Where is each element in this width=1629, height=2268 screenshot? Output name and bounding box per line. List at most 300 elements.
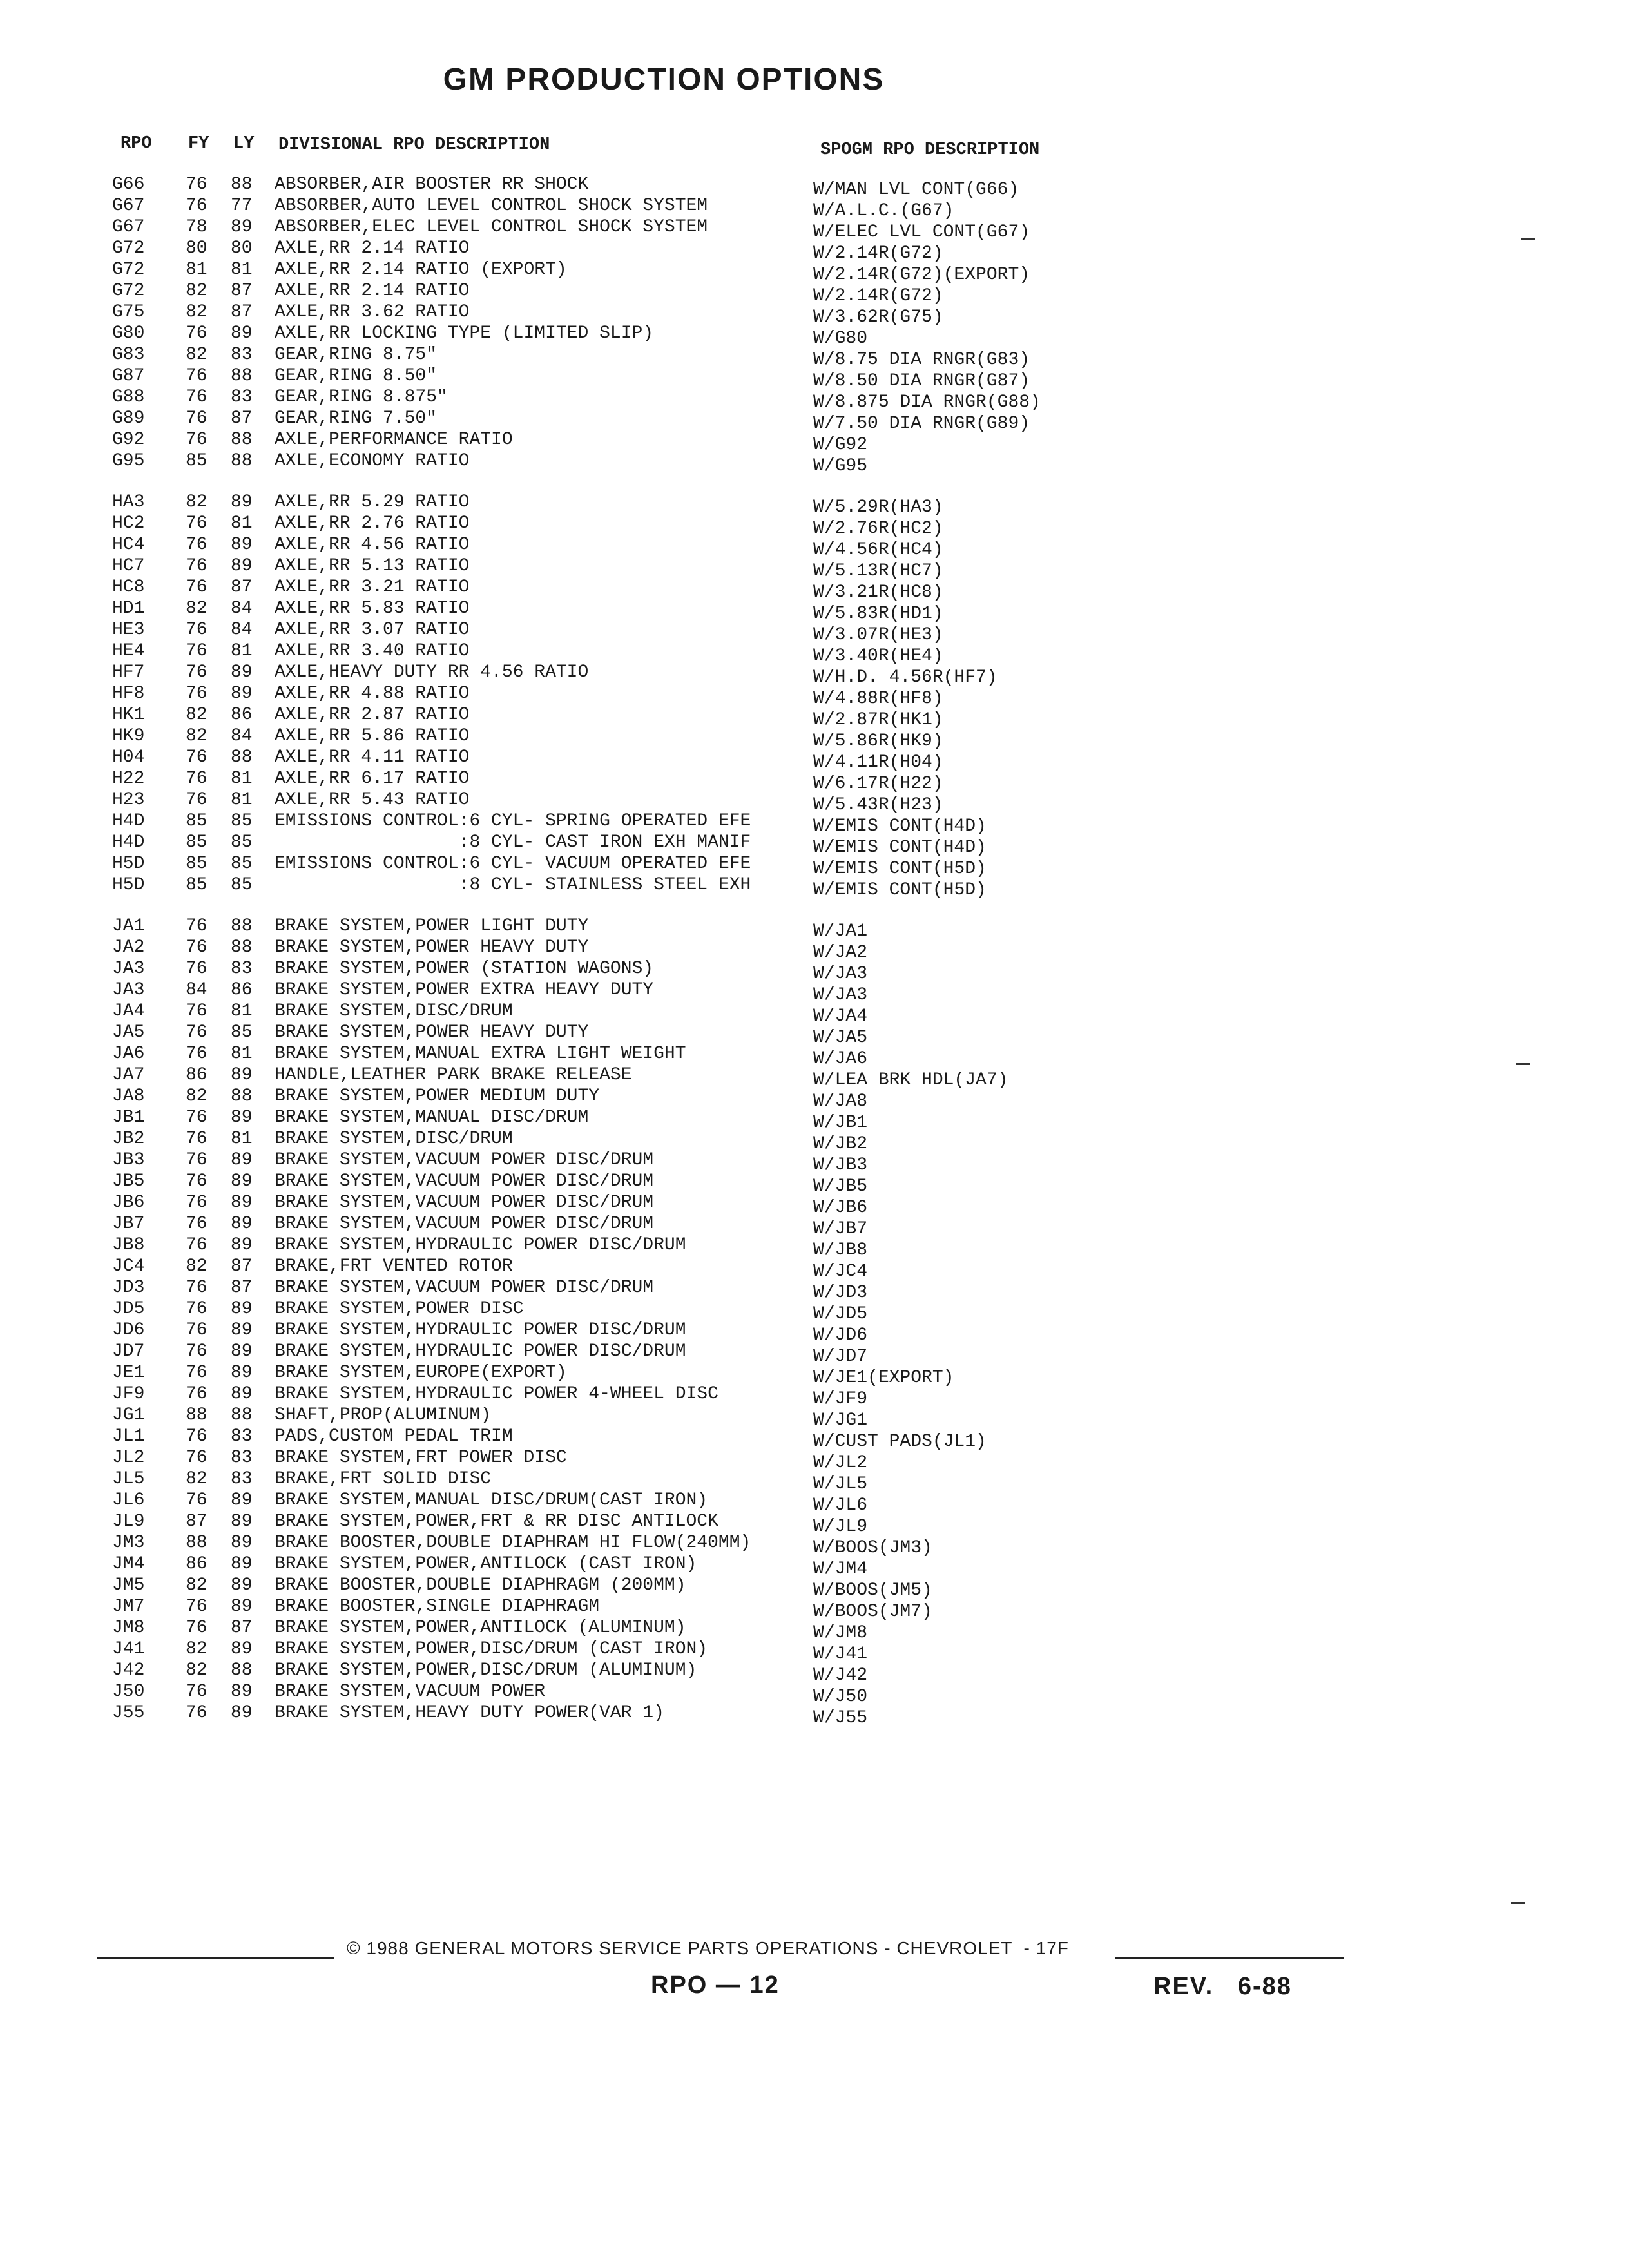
- rpo-code: JA6: [112, 1044, 145, 1064]
- rpo-code: G66: [112, 175, 145, 195]
- rpo-code: JL1: [112, 1427, 145, 1446]
- table-row: [0, 555, 1629, 581]
- rpo-code: JL6: [112, 1490, 145, 1510]
- last-year: 81: [231, 769, 253, 789]
- first-year: 81: [186, 260, 207, 280]
- first-year: 82: [186, 1469, 207, 1489]
- rpo-code: JL5: [112, 1469, 145, 1489]
- last-year: 83: [231, 345, 253, 365]
- rpo-code: JD3: [112, 1278, 145, 1298]
- first-year: 86: [186, 1554, 207, 1574]
- first-year: 76: [186, 662, 207, 682]
- rpo-code: J42: [112, 1660, 145, 1680]
- spogm-description: W/JB6: [813, 1198, 868, 1218]
- last-year: 83: [231, 387, 253, 407]
- rpo-code: H04: [112, 747, 145, 767]
- divisional-description: BRAKE SYSTEM,HYDRAULIC POWER DISC/DRUM: [275, 1320, 686, 1340]
- rpo-code: J55: [112, 1703, 145, 1723]
- last-year: 89: [231, 1214, 253, 1234]
- table-row: [0, 1617, 1629, 1643]
- table-row: [0, 387, 1629, 412]
- spogm-description: W/JC4: [813, 1262, 868, 1282]
- divisional-description: AXLE,HEAVY DUTY RR 4.56 RATIO: [275, 662, 589, 682]
- table-row: [0, 1213, 1629, 1239]
- last-year: 87: [231, 302, 253, 322]
- spogm-description: W/JF9: [813, 1389, 868, 1409]
- last-year: 88: [231, 1405, 253, 1425]
- first-year: 76: [186, 916, 207, 936]
- table-row: [0, 1702, 1629, 1728]
- rpo-code: G67: [112, 217, 145, 237]
- divisional-description: BRAKE SYSTEM,HYDRAULIC POWER DISC/DRUM: [275, 1341, 686, 1361]
- first-year: 76: [186, 1171, 207, 1191]
- divisional-description: BRAKE SYSTEM,VACUUM POWER: [275, 1682, 546, 1702]
- table-row: [0, 1064, 1629, 1090]
- divisional-description: AXLE,RR 5.29 RATIO: [275, 492, 470, 512]
- table-row: [0, 1001, 1629, 1026]
- last-year: 89: [231, 1682, 253, 1702]
- first-year: 76: [186, 1235, 207, 1255]
- divisional-description: BRAKE SYSTEM,EUROPE(EXPORT): [275, 1363, 567, 1383]
- last-year: 89: [231, 492, 253, 512]
- table-row: [0, 174, 1629, 200]
- first-year: 76: [186, 1023, 207, 1043]
- spogm-description: W/3.40R(HE4): [813, 646, 943, 666]
- margin-mark: [1511, 1902, 1525, 1904]
- divisional-description: BRAKE SYSTEM,POWER EXTRA HEAVY DUTY: [275, 980, 654, 1000]
- divisional-description: BRAKE SYSTEM,HYDRAULIC POWER 4-WHEEL DISC: [275, 1384, 718, 1404]
- options-table: [0, 174, 1629, 1744]
- spogm-description: W/EMIS CONT(H5D): [813, 859, 987, 879]
- spogm-description: W/G80: [813, 329, 868, 349]
- rpo-code: JB3: [112, 1150, 145, 1170]
- first-year: 76: [186, 1448, 207, 1468]
- rpo-code: JE1: [112, 1363, 145, 1383]
- rpo-code: H4D: [112, 811, 145, 831]
- last-year: 89: [231, 1533, 253, 1553]
- divisional-description: BRAKE SYSTEM,POWER LIGHT DUTY: [275, 916, 589, 936]
- spogm-description: W/BOOS(JM7): [813, 1602, 932, 1622]
- table-row: [0, 789, 1629, 815]
- divisional-description: BRAKE SYSTEM,POWER HEAVY DUTY: [275, 1023, 589, 1043]
- rpo-code: JA8: [112, 1086, 145, 1106]
- spogm-description: W/JA4: [813, 1006, 868, 1026]
- divisional-description: BRAKE SYSTEM,VACUUM POWER DISC/DRUM: [275, 1150, 654, 1170]
- first-year: 87: [186, 1512, 207, 1532]
- table-row: [0, 1298, 1629, 1324]
- table-row: [0, 302, 1629, 327]
- divisional-description: BRAKE SYSTEM,DISC/DRUM: [275, 1129, 513, 1149]
- first-year: 76: [186, 1299, 207, 1319]
- last-year: 88: [231, 175, 253, 195]
- table-row: [0, 1043, 1629, 1069]
- rpo-code: JB1: [112, 1108, 145, 1128]
- divisional-description: AXLE,RR 5.83 RATIO: [275, 599, 470, 619]
- rpo-code: JL2: [112, 1448, 145, 1468]
- revision-label: REV. 6-88: [1153, 1973, 1292, 2000]
- last-year: 89: [231, 1150, 253, 1170]
- rpo-code: JA4: [112, 1001, 145, 1021]
- first-year: 76: [186, 577, 207, 597]
- spogm-description: W/2.76R(HC2): [813, 519, 943, 539]
- divisional-description: ABSORBER,AUTO LEVEL CONTROL SHOCK SYSTEM: [275, 196, 708, 216]
- table-row: [0, 598, 1629, 624]
- rpo-code: HF7: [112, 662, 145, 682]
- last-year: 83: [231, 1448, 253, 1468]
- divisional-description: AXLE,RR 2.14 RATIO: [275, 281, 470, 301]
- last-year: 88: [231, 430, 253, 450]
- last-year: 86: [231, 980, 253, 1000]
- table-row: [0, 323, 1629, 349]
- last-year: 83: [231, 1469, 253, 1489]
- last-year: 80: [231, 238, 253, 258]
- spogm-description: W/2.14R(G72): [813, 286, 943, 306]
- table-row: [0, 1320, 1629, 1345]
- spogm-description: W/5.43R(H23): [813, 795, 943, 815]
- table-row: [0, 1086, 1629, 1111]
- spogm-description: W/3.07R(HE3): [813, 625, 943, 645]
- spogm-description: W/JL6: [813, 1495, 868, 1515]
- last-year: 89: [231, 1703, 253, 1723]
- spogm-description: W/4.11R(H04): [813, 753, 943, 773]
- first-year: 82: [186, 281, 207, 301]
- last-year: 89: [231, 217, 253, 237]
- rpo-code: JG1: [112, 1405, 145, 1425]
- divisional-description: AXLE,RR 3.62 RATIO: [275, 302, 470, 322]
- spogm-description: W/JL5: [813, 1474, 868, 1494]
- divisional-description: EMISSIONS CONTROL:6 CYL- VACUUM OPERATED EFE: [275, 854, 751, 874]
- first-year: 82: [186, 726, 207, 746]
- rpo-code: JL9: [112, 1512, 145, 1532]
- first-year: 76: [186, 1597, 207, 1617]
- table-row: [0, 429, 1629, 455]
- rpo-code: JB8: [112, 1235, 145, 1255]
- divisional-description: BRAKE SYSTEM,FRT POWER DISC: [275, 1448, 567, 1468]
- last-year: 88: [231, 916, 253, 936]
- first-year: 88: [186, 1405, 207, 1425]
- table-row: [0, 1362, 1629, 1388]
- spogm-description: W/J42: [813, 1666, 868, 1686]
- divisional-description: AXLE,RR 5.13 RATIO: [275, 556, 470, 576]
- divisional-description: GEAR,RING 8.50": [275, 366, 438, 386]
- table-row: [0, 1022, 1629, 1048]
- last-year: 89: [231, 1575, 253, 1595]
- last-year: 89: [231, 1363, 253, 1383]
- first-year: 78: [186, 217, 207, 237]
- table-row: [0, 937, 1629, 963]
- first-year: 80: [186, 238, 207, 258]
- table-row: [0, 492, 1629, 517]
- divisional-description: BRAKE SYSTEM,MANUAL DISC/DRUM(CAST IRON): [275, 1490, 708, 1510]
- rpo-code: H23: [112, 790, 145, 810]
- divisional-description: ABSORBER,ELEC LEVEL CONTROL SHOCK SYSTEM: [275, 217, 708, 237]
- rpo-code: G75: [112, 302, 145, 322]
- last-year: 84: [231, 726, 253, 746]
- rpo-code: HC8: [112, 577, 145, 597]
- last-year: 89: [231, 1065, 253, 1085]
- divisional-description: AXLE,RR LOCKING TYPE (LIMITED SLIP): [275, 323, 654, 343]
- table-row: [0, 577, 1629, 602]
- last-year: 87: [231, 408, 253, 428]
- table-row: [0, 1107, 1629, 1133]
- rpo-code: JB7: [112, 1214, 145, 1234]
- page-title: GM PRODUCTION OPTIONS: [443, 62, 885, 97]
- last-year: 83: [231, 959, 253, 979]
- rpo-code: HC7: [112, 556, 145, 576]
- rpo-code: J50: [112, 1682, 145, 1702]
- table-row: [0, 1149, 1629, 1175]
- divisional-description: AXLE,RR 2.87 RATIO: [275, 705, 470, 725]
- last-year: 86: [231, 705, 253, 725]
- spogm-description: W/2.14R(G72): [813, 244, 943, 264]
- table-row: [0, 768, 1629, 794]
- last-year: 85: [231, 1023, 253, 1043]
- spogm-description: W/LEA BRK HDL(JA7): [813, 1070, 1008, 1090]
- spogm-description: W/JA8: [813, 1091, 868, 1111]
- spogm-description: W/J55: [813, 1708, 868, 1728]
- rpo-code: JD6: [112, 1320, 145, 1340]
- first-year: 85: [186, 854, 207, 874]
- table-row: [0, 726, 1629, 751]
- divisional-description: AXLE,RR 4.11 RATIO: [275, 747, 470, 767]
- margin-mark: [1516, 1063, 1530, 1065]
- table-row: [0, 1192, 1629, 1218]
- spogm-description: W/5.13R(HC7): [813, 561, 943, 581]
- first-year: 76: [186, 1278, 207, 1298]
- spogm-description: W/BOOS(JM3): [813, 1538, 932, 1558]
- spogm-description: W/JG1: [813, 1410, 868, 1430]
- rpo-code: G80: [112, 323, 145, 343]
- table-row: [0, 1468, 1629, 1494]
- table-row: [0, 1575, 1629, 1600]
- divisional-description: GEAR,RING 7.50": [275, 408, 438, 428]
- table-row: [0, 1341, 1629, 1367]
- first-year: 84: [186, 980, 207, 1000]
- first-year: 76: [186, 1703, 207, 1723]
- first-year: 82: [186, 599, 207, 619]
- divisional-description: AXLE,RR 2.14 RATIO (EXPORT): [275, 260, 567, 280]
- table-row: [0, 259, 1629, 285]
- spogm-description: W/JA2: [813, 943, 868, 963]
- divisional-description: BRAKE SYSTEM,HYDRAULIC POWER DISC/DRUM: [275, 1235, 686, 1255]
- first-year: 86: [186, 1065, 207, 1085]
- rpo-code: HC4: [112, 535, 145, 555]
- rpo-code: JB6: [112, 1193, 145, 1213]
- rpo-code: HC2: [112, 514, 145, 533]
- table-row: [0, 1681, 1629, 1707]
- table-row: [0, 408, 1629, 434]
- spogm-description: W/JD3: [813, 1283, 868, 1303]
- first-year: 88: [186, 1533, 207, 1553]
- last-year: 89: [231, 1341, 253, 1361]
- rpo-code: HK9: [112, 726, 145, 746]
- spogm-description: W/BOOS(JM5): [813, 1581, 932, 1600]
- option-group: [0, 492, 1629, 900]
- first-year: 76: [186, 1001, 207, 1021]
- rpo-code: G72: [112, 238, 145, 258]
- last-year: 87: [231, 1618, 253, 1638]
- last-year: 83: [231, 1427, 253, 1446]
- last-year: 89: [231, 662, 253, 682]
- rpo-code: JF9: [112, 1384, 145, 1404]
- first-year: 82: [186, 1639, 207, 1659]
- first-year: 76: [186, 1044, 207, 1064]
- divisional-description: AXLE,RR 4.88 RATIO: [275, 684, 470, 704]
- first-year: 82: [186, 1086, 207, 1106]
- last-year: 89: [231, 556, 253, 576]
- divisional-description: BRAKE SYSTEM,MANUAL DISC/DRUM: [275, 1108, 589, 1128]
- last-year: 84: [231, 620, 253, 640]
- table-row: [0, 238, 1629, 264]
- first-year: 82: [186, 492, 207, 512]
- table-row: [0, 1490, 1629, 1515]
- rpo-code: G83: [112, 345, 145, 365]
- last-year: 81: [231, 790, 253, 810]
- first-year: 76: [186, 684, 207, 704]
- last-year: 88: [231, 747, 253, 767]
- last-year: 89: [231, 1597, 253, 1617]
- rpo-code: JA7: [112, 1065, 145, 1085]
- rpo-code: HE4: [112, 641, 145, 661]
- last-year: 89: [231, 1235, 253, 1255]
- spogm-description: W/4.88R(HF8): [813, 689, 943, 709]
- table-row: [0, 979, 1629, 1005]
- rpo-code: G95: [112, 451, 145, 471]
- divisional-description: BRAKE SYSTEM,POWER,ANTILOCK (ALUMINUM): [275, 1618, 686, 1638]
- last-year: 89: [231, 1320, 253, 1340]
- first-year: 76: [186, 1320, 207, 1340]
- rpo-code: H5D: [112, 875, 145, 895]
- table-row: [0, 534, 1629, 560]
- divisional-description: BRAKE SYSTEM,VACUUM POWER DISC/DRUM: [275, 1193, 654, 1213]
- table-row: [0, 344, 1629, 370]
- rpo-code: JD5: [112, 1299, 145, 1319]
- table-row: [0, 1426, 1629, 1452]
- table-row: [0, 811, 1629, 836]
- rpo-code: H4D: [112, 832, 145, 852]
- rpo-code: JB2: [112, 1129, 145, 1149]
- table-row: [0, 853, 1629, 879]
- rpo-code: G92: [112, 430, 145, 450]
- spogm-description: W/JM8: [813, 1623, 868, 1643]
- table-row: [0, 662, 1629, 687]
- table-row: [0, 1532, 1629, 1558]
- first-year: 76: [186, 1108, 207, 1128]
- column-header-rpo: RPO: [120, 134, 152, 153]
- last-year: 89: [231, 1299, 253, 1319]
- spogm-description: W/EMIS CONT(H4D): [813, 816, 987, 836]
- last-year: 88: [231, 451, 253, 471]
- spogm-description: W/8.50 DIA RNGR(G87): [813, 371, 1030, 391]
- divisional-description: AXLE,RR 3.21 RATIO: [275, 577, 470, 597]
- table-row: [0, 1447, 1629, 1473]
- spogm-description: W/5.86R(HK9): [813, 731, 943, 751]
- table-row: [0, 1383, 1629, 1409]
- table-row: [0, 195, 1629, 221]
- last-year: 89: [231, 1108, 253, 1128]
- divisional-description: AXLE,PERFORMANCE RATIO: [275, 430, 513, 450]
- divisional-description: PADS,CUSTOM PEDAL TRIM: [275, 1427, 513, 1446]
- rpo-code: G72: [112, 281, 145, 301]
- rpo-code: JM7: [112, 1597, 145, 1617]
- rpo-code: JC4: [112, 1256, 145, 1276]
- margin-mark: [1521, 238, 1535, 240]
- rpo-code: HE3: [112, 620, 145, 640]
- divisional-description: BRAKE SYSTEM,HEAVY DUTY POWER(VAR 1): [275, 1703, 664, 1723]
- divisional-description: AXLE,RR 5.86 RATIO: [275, 726, 470, 746]
- first-year: 76: [186, 747, 207, 767]
- spogm-description: W/JA6: [813, 1049, 868, 1069]
- last-year: 88: [231, 1660, 253, 1680]
- divisional-description: AXLE,RR 6.17 RATIO: [275, 769, 470, 789]
- last-year: 81: [231, 1001, 253, 1021]
- table-row: [0, 1660, 1629, 1686]
- last-year: 89: [231, 1384, 253, 1404]
- divisional-description: :8 CYL- CAST IRON EXH MANIF: [275, 832, 751, 852]
- table-row: [0, 513, 1629, 539]
- divisional-description: HANDLE,LEATHER PARK BRAKE RELEASE: [275, 1065, 632, 1085]
- spogm-description: W/7.50 DIA RNGR(G89): [813, 414, 1030, 434]
- spogm-description: W/G92: [813, 435, 868, 455]
- table-row: [0, 1639, 1629, 1664]
- first-year: 76: [186, 1384, 207, 1404]
- first-year: 76: [186, 1618, 207, 1638]
- last-year: 88: [231, 366, 253, 386]
- spogm-description: W/2.14R(G72)(EXPORT): [813, 265, 1030, 285]
- last-year: 89: [231, 1490, 253, 1510]
- rpo-code: HA3: [112, 492, 145, 512]
- first-year: 76: [186, 620, 207, 640]
- divisional-description: AXLE,RR 2.76 RATIO: [275, 514, 470, 533]
- first-year: 76: [186, 641, 207, 661]
- table-row: [0, 216, 1629, 242]
- column-header-fy: FY: [188, 134, 209, 153]
- divisional-description: BRAKE SYSTEM,POWER (STATION WAGONS): [275, 959, 654, 979]
- first-year: 76: [186, 790, 207, 810]
- first-year: 76: [186, 1214, 207, 1234]
- table-row: [0, 832, 1629, 858]
- divisional-description: AXLE,ECONOMY RATIO: [275, 451, 470, 471]
- spogm-description: W/JA3: [813, 985, 868, 1005]
- table-row: [0, 874, 1629, 900]
- divisional-description: BRAKE BOOSTER,DOUBLE DIAPHRAM HI FLOW(240MM): [275, 1533, 751, 1553]
- spogm-description: W/CUST PADS(JL1): [813, 1432, 987, 1452]
- first-year: 85: [186, 451, 207, 471]
- last-year: 89: [231, 1639, 253, 1659]
- divisional-description: AXLE,RR 2.14 RATIO: [275, 238, 470, 258]
- spogm-description: W/3.62R(G75): [813, 307, 943, 327]
- first-year: 85: [186, 811, 207, 831]
- spogm-description: W/JB7: [813, 1219, 868, 1239]
- table-row: [0, 1128, 1629, 1154]
- spogm-description: W/J41: [813, 1644, 868, 1664]
- spogm-description: W/5.29R(HA3): [813, 497, 943, 517]
- divisional-description: BRAKE SYSTEM,POWER DISC: [275, 1299, 524, 1319]
- spogm-description: W/8.875 DIA RNGR(G88): [813, 392, 1041, 412]
- table-row: [0, 640, 1629, 666]
- spogm-description: W/8.75 DIA RNGR(G83): [813, 350, 1030, 370]
- first-year: 76: [186, 408, 207, 428]
- first-year: 85: [186, 875, 207, 895]
- table-row: [0, 1235, 1629, 1260]
- rpo-code: HF8: [112, 684, 145, 704]
- table-row: [0, 683, 1629, 709]
- spogm-description: W/A.L.C.(G67): [813, 201, 954, 221]
- divisional-description: BRAKE SYSTEM,POWER,FRT & RR DISC ANTILOCK: [275, 1512, 718, 1532]
- spogm-description: W/EMIS CONT(H4D): [813, 838, 987, 858]
- rpo-code: JB5: [112, 1171, 145, 1191]
- rpo-code: JA2: [112, 937, 145, 957]
